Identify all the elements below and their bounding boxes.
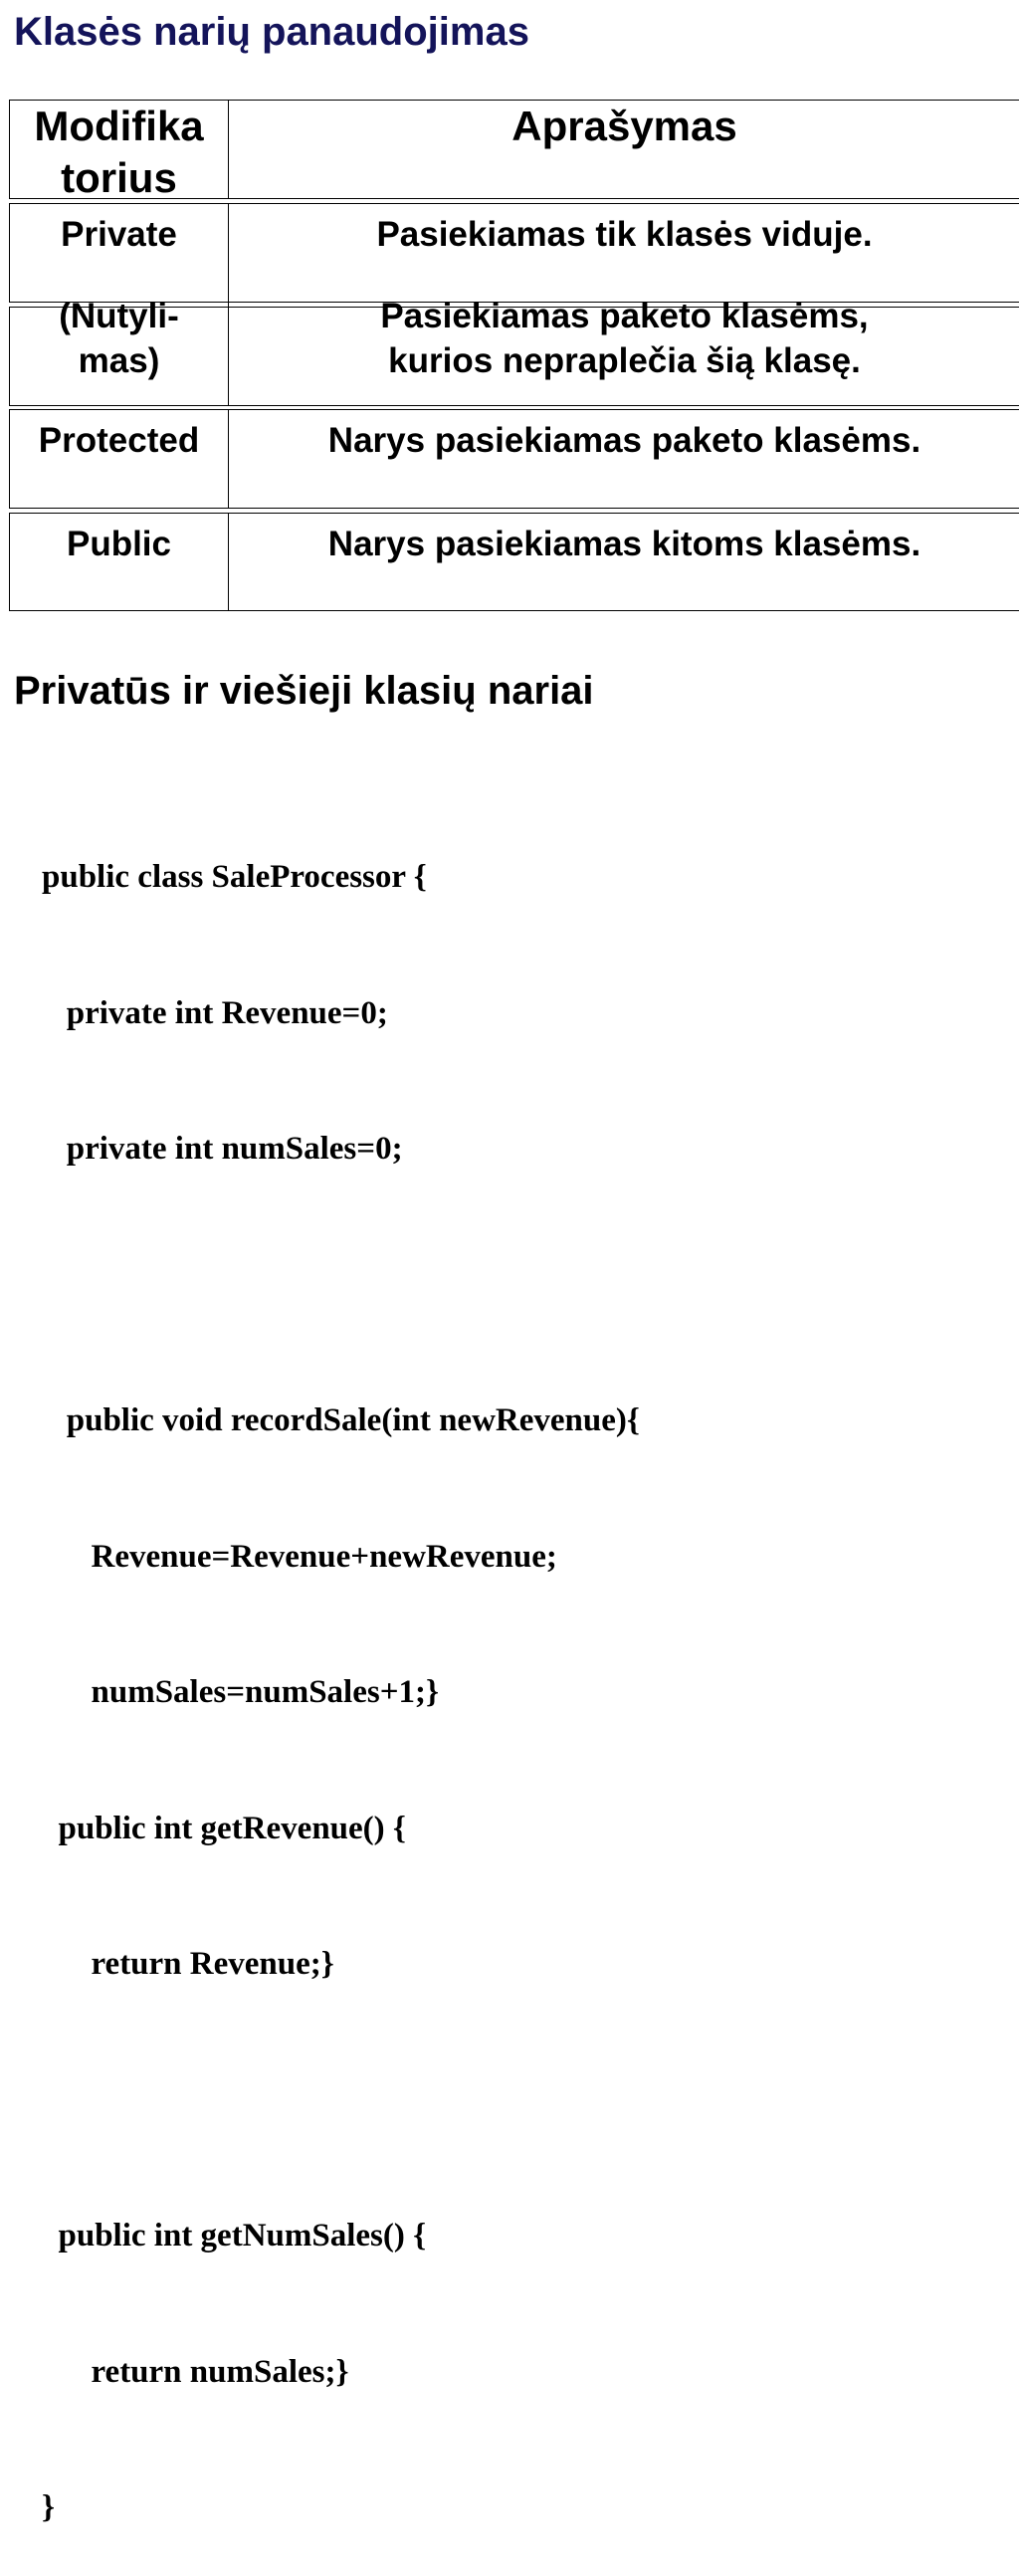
modifier-cell bbox=[10, 204, 229, 302]
description-text: Narys pasiekiamas paketo klasėms. bbox=[327, 421, 921, 460]
table-header-row bbox=[9, 100, 1019, 199]
code-line bbox=[42, 1263, 640, 1309]
code-line: Revenue=Revenue+newRevenue; bbox=[42, 1538, 557, 1575]
description-text: Narys pasiekiamas kitoms klasėms. bbox=[327, 525, 921, 563]
description-text: Pasiekiamas tik klasės viduje. bbox=[376, 215, 873, 254]
header-description-cell bbox=[229, 101, 1019, 198]
table-row bbox=[9, 203, 1019, 303]
code-line bbox=[42, 2078, 640, 2124]
modifier-cell bbox=[10, 410, 229, 508]
code-line: return numSales;} bbox=[42, 2353, 349, 2390]
modifier-label: Protected bbox=[38, 421, 200, 460]
description-text: kurios nepraplečia šią klasę. bbox=[388, 341, 861, 380]
code-block bbox=[42, 764, 640, 2576]
header-modifier-line: torius bbox=[61, 154, 177, 201]
page-title: Klasės narių panaudojimas bbox=[14, 10, 529, 54]
code-line: private int Revenue=0; bbox=[42, 994, 388, 1031]
code-line: public int getNumSales() { bbox=[42, 2218, 427, 2254]
description-cell bbox=[229, 204, 1019, 302]
modifier-label: (Nutyli- bbox=[59, 297, 179, 335]
modifier-label: mas) bbox=[78, 341, 160, 380]
modifier-label: Public bbox=[66, 525, 172, 563]
table-row bbox=[9, 513, 1019, 611]
modifier-cell bbox=[10, 294, 229, 405]
description-cell bbox=[229, 410, 1019, 508]
modifier-cell bbox=[10, 514, 229, 610]
header-modifier-line: Modifika bbox=[34, 103, 204, 149]
description-cell bbox=[229, 514, 1019, 610]
modifier-label: Private bbox=[61, 215, 177, 254]
description-text: Pasiekiamas paketo klasėms, bbox=[380, 297, 869, 335]
code-line: } bbox=[42, 2489, 56, 2525]
table-row bbox=[9, 297, 1019, 406]
header-modifier-cell bbox=[10, 101, 229, 201]
table-row bbox=[9, 409, 1019, 509]
section-title: Privatūs ir viešieji klasių nariai bbox=[14, 669, 594, 713]
description-cell bbox=[229, 294, 1019, 405]
code-line: return Revenue;} bbox=[42, 1946, 334, 1982]
code-line: public class SaleProcessor { bbox=[42, 859, 427, 895]
code-line: private int numSales=0; bbox=[42, 1131, 403, 1167]
header-description: Aprašymas bbox=[511, 103, 737, 149]
code-line: public int getRevenue() { bbox=[42, 1810, 406, 1846]
code-line: public void recordSale(int newRevenue){ bbox=[42, 1402, 640, 1438]
code-line: numSales=numSales+1;} bbox=[42, 1674, 440, 1710]
